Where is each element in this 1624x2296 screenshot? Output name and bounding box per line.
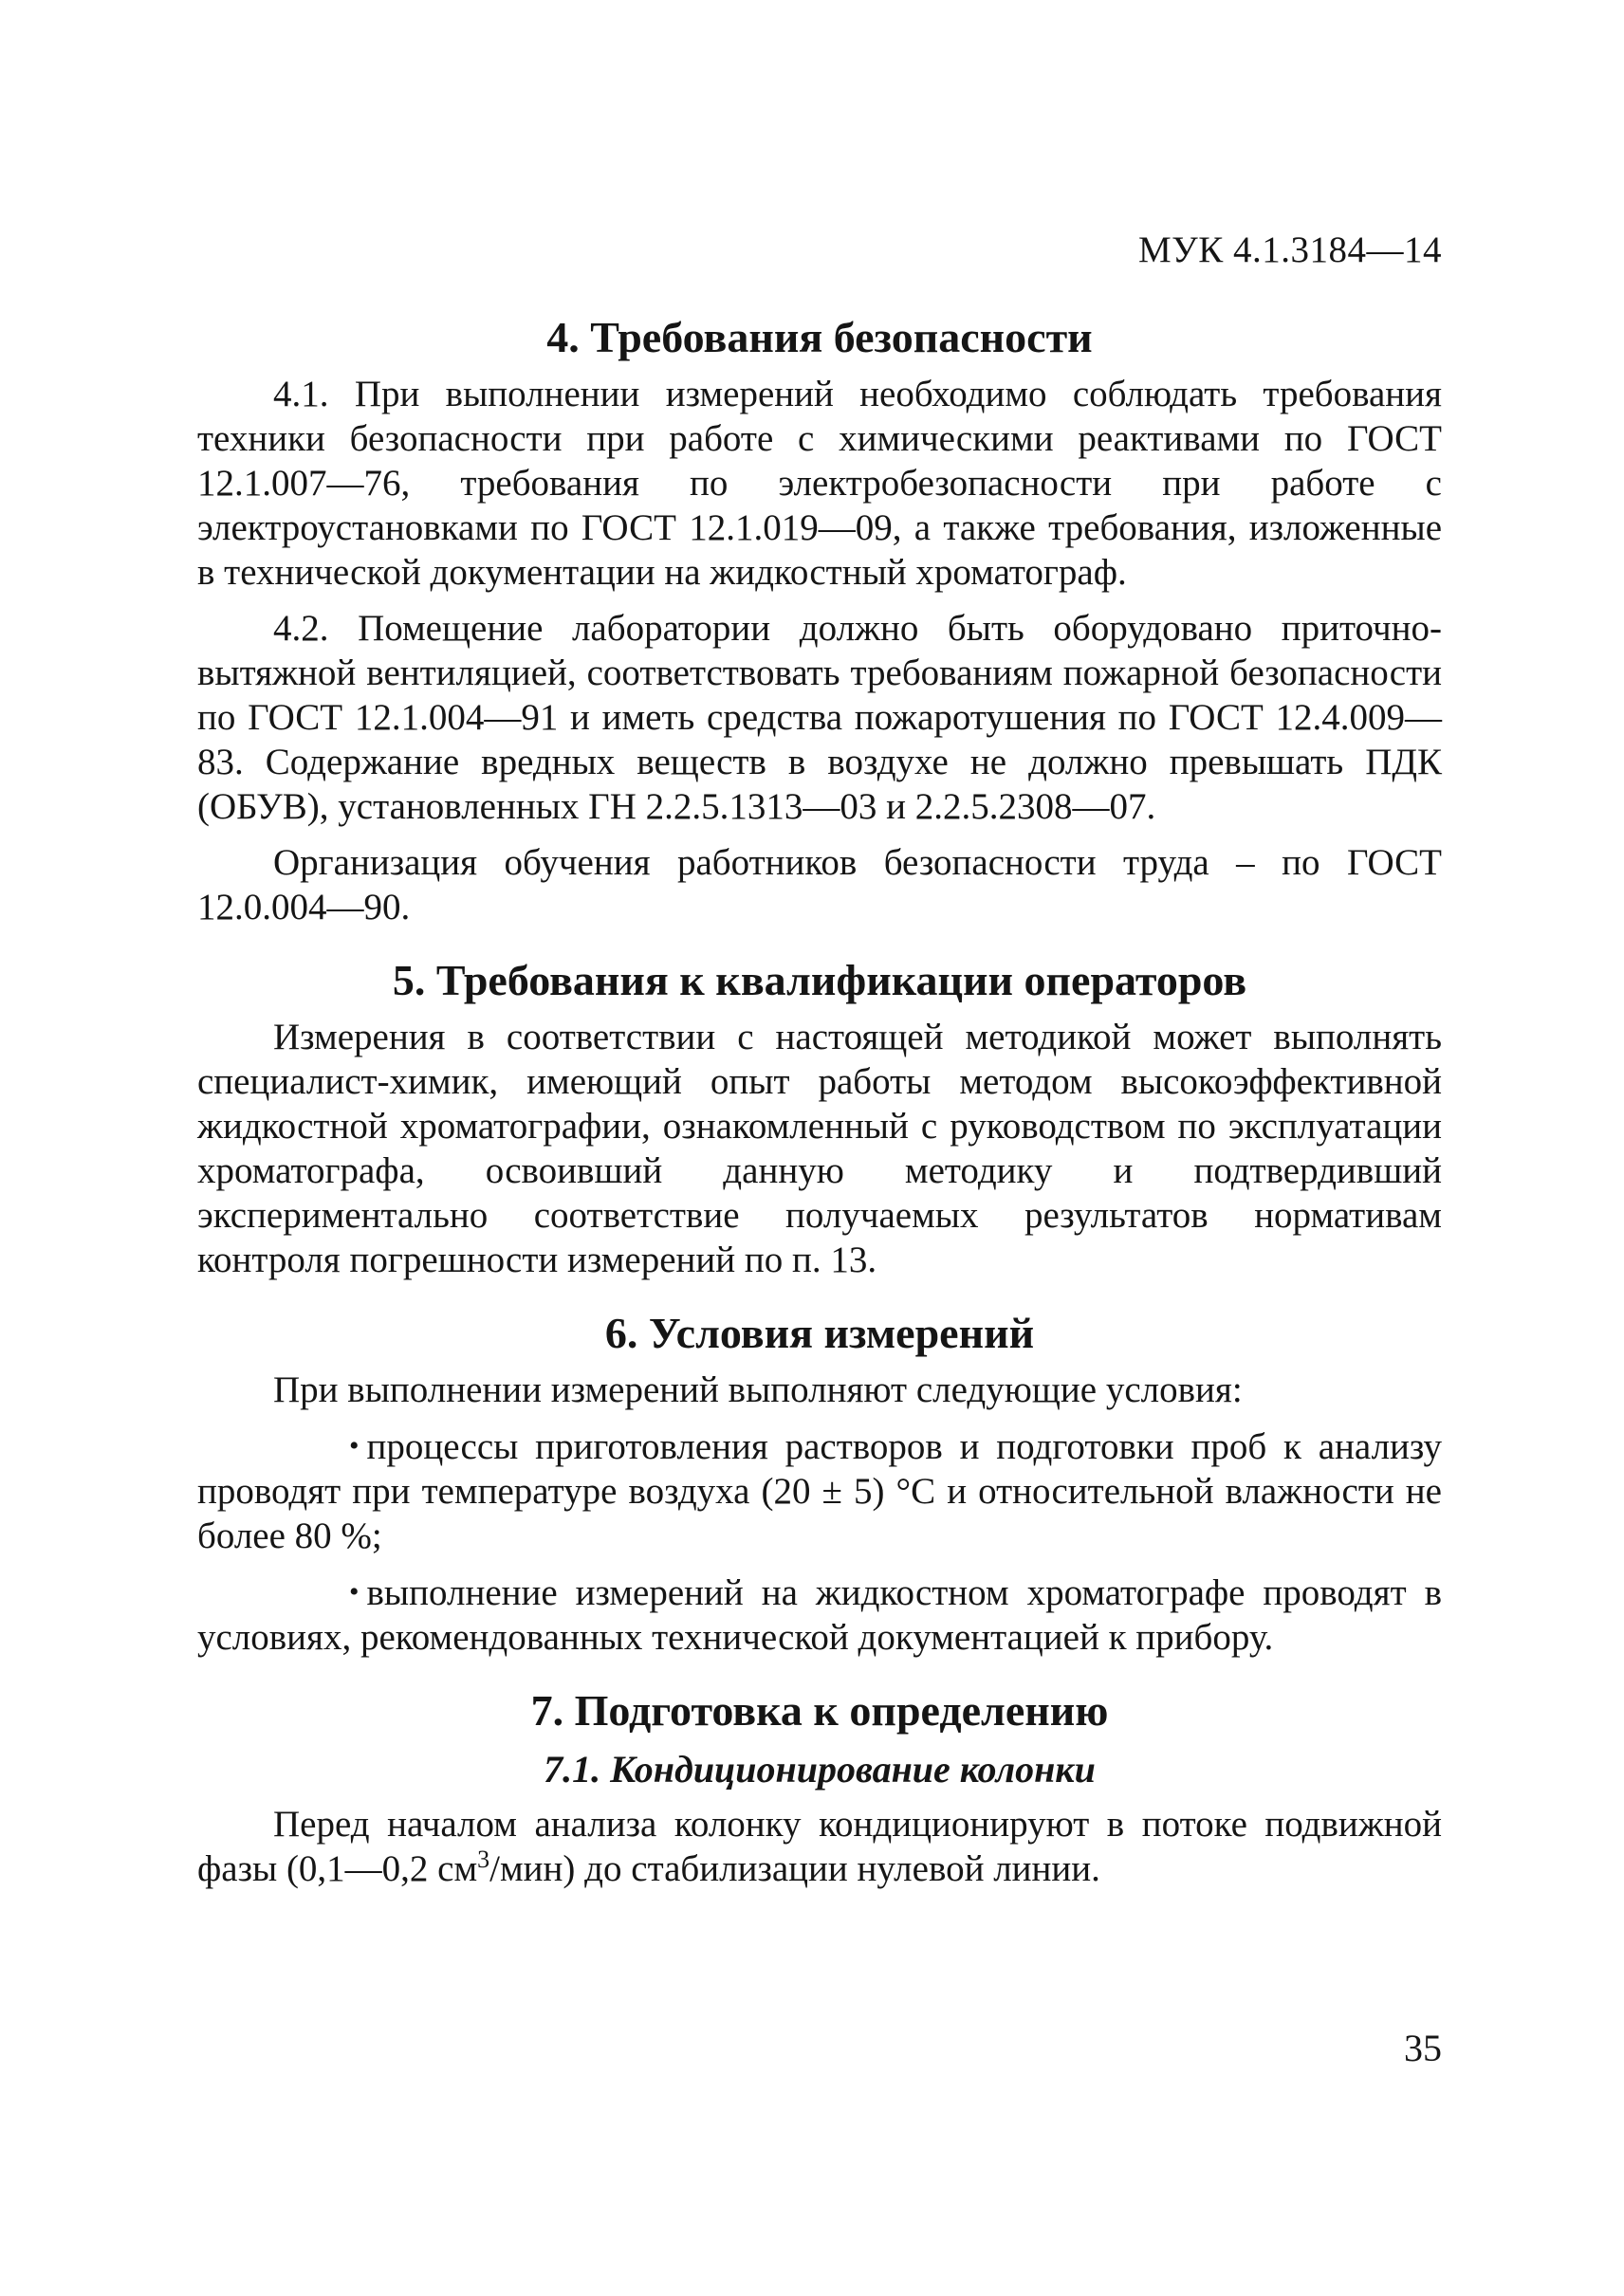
superscript-cubed: 3 (477, 1846, 490, 1873)
bullet-text-measurement: выполнение измерений на жидкостном хроматографе проводят в условиях, рекомендованных технической документацией к прибору. (197, 1572, 1442, 1658)
bullet-text-preparation: процессы приготовления растворов и подготовки проб к анализу проводят при температуре воздуха (20 ± 5) °С и относительной влажности не более 80 %; (197, 1426, 1442, 1556)
bullet-item-measurement (197, 1570, 1442, 1660)
bullet-icon: • (349, 1430, 360, 1461)
section-heading-preparation: 7. Подготовка к определению (530, 1686, 1109, 1735)
conditioning-text-start: Перед началом анализа колонку кондиционируют в потоке подвижной фазы (0,1—0,2 см (197, 1804, 1442, 1889)
paragraph-qualification: Измерения в соответствии с настоящей методикой может выполнять специалист-химик, имеющий опыт работы методом высокоэффективной жидкостной хроматографии, ознакомленный с руководством по эксплуатации хроматографа, освоивший данную методику и подтвердивший экспериментально соответствие получаемых результатов нормативам контроля погрешности измерений по п. 13. (197, 1017, 1442, 1280)
paragraph-training: Организация обучения работников безопасности труда – по ГОСТ 12.0.004—90. (197, 842, 1442, 928)
section-heading-conditions: 6. Условия измерений (604, 1309, 1035, 1357)
bullet-item-preparation (197, 1424, 1442, 1558)
page-number: 35 (1404, 2027, 1442, 2069)
paragraph-column-conditioning (197, 1802, 1442, 1891)
bullet-icon: • (349, 1576, 360, 1607)
conditioning-text-end: /мин) до стабилизации нулевой линии. (489, 1848, 1100, 1889)
subsection-heading-column-conditioning: 7.1. Кондиционирование колонки (544, 1748, 1096, 1791)
paragraph-4-1: 4.1. При выполнении измерений необходимо соблюдать требования техники безопасности при работе с химическими реактивами по ГОСТ 12.1.007—76, требования по электробезопасности при работе с электроустановками по ГОСТ 12.1.019—09, а также требования, изложенные в технической документации на жидкостный хроматограф. (197, 374, 1442, 593)
section-heading-safety: 4. Требования безопасности (546, 313, 1093, 361)
running-header: МУК 4.1.3184—14 (1137, 230, 1442, 270)
section-heading-qualification: 5. Требования к квалификации операторов (392, 956, 1247, 1004)
page-body (197, 311, 1442, 1891)
paragraph-4-2: 4.2. Помещение лаборатории должно быть оборудовано приточно-вытяжной вентиляцией, соответствовать требованиям пожарной безопасности по ГОСТ 12.1.004—91 и иметь средства пожаротушения по ГОСТ 12.4.009—83. Содержание вредных веществ в воздухе не должно превышать ПДК (ОБУВ), установленных ГН 2.2.5.1313—03 и 2.2.5.2308—07. (197, 608, 1442, 827)
paragraph-conditions-intro: При выполнении измерений выполняют следующие условия: (273, 1369, 1243, 1410)
